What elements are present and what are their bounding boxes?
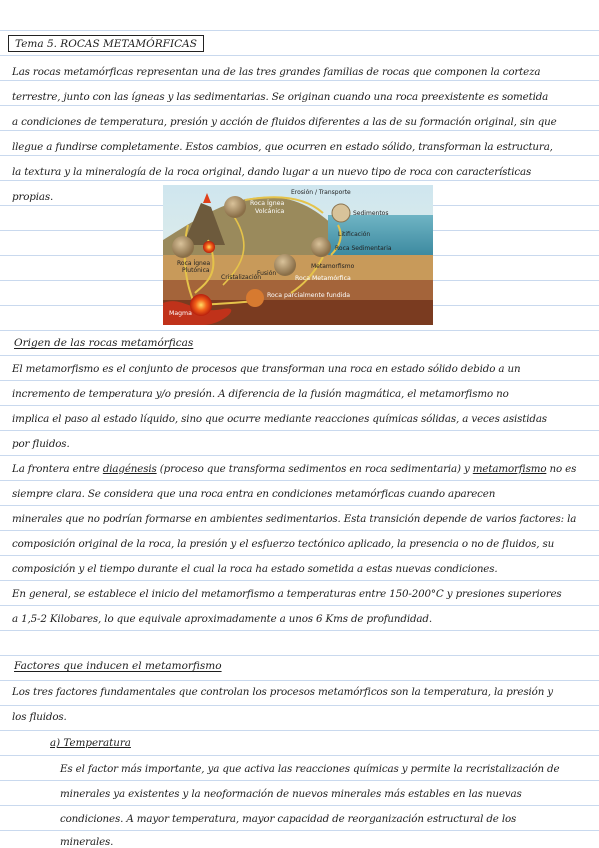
text-line: Los tres factores fundamentales que controlan los procesos metamórficos son la temperatura, la presión y	[12, 686, 553, 698]
label-plutonic: Plutónica	[182, 267, 210, 274]
section-heading-origen: Origen de las rocas metamórficas	[14, 337, 194, 349]
text-line: a condiciones de temperatura, presión y acción de fluidos diferentes a las de su formación original, sin que	[12, 116, 557, 128]
label-partially-melted: Roca parcialmente fundida	[267, 292, 351, 299]
term-diagenesis: diagénesis	[102, 463, 157, 475]
label-igneous-plutonic: Roca Ígnea	[177, 260, 211, 267]
lava-glow	[203, 241, 215, 253]
page-title: Tema 5. ROCAS METAMÓRFICAS	[8, 35, 204, 52]
label-erosion: Erosión / Transporte	[291, 189, 351, 196]
term-metamorfismo: metamorfismo	[472, 463, 547, 475]
text-line: minerales.	[60, 836, 114, 848]
metamorphic-rock	[274, 254, 296, 276]
text-line: composición y el tiempo durante el cual la roca ha estado sometida a estas nuevas condiciones.	[12, 563, 498, 575]
text-line: minerales ya existentes y la neoformación de nuevos minerales más estables en las nuevas	[60, 788, 522, 800]
text-line: minerales que no podrían formarse en ambientes sedimentarios. Esta transición depende de varios factores: la	[12, 513, 577, 525]
text-line: la textura y la mineralogía de la roca original, dando lugar a un nuevo tipo de roca con características	[12, 166, 532, 178]
text-line: incremento de temperatura y/o presión. A diferencia de la fusión magmática, el metamorfismo no	[12, 388, 509, 400]
subheading-temperatura: a) Temperatura	[50, 737, 131, 749]
text-line: composición original de la roca, la presión y el esfuerzo tectónico aplicado, la presencia o no de fluidos, su	[12, 538, 555, 550]
text-line: siempre clara. Se considera que una roca entra en condiciones metamórficas cuando aparecen	[12, 488, 496, 500]
text-line: En general, se establece el inicio del metamorfismo a temperaturas entre 150-200°C y presiones superiores	[12, 588, 562, 600]
rock-cycle-diagram	[163, 185, 433, 325]
text-line: terrestre, junto con las ígneas y las sedimentarias. Se originan cuando una roca preexistente es sometida	[12, 91, 549, 103]
label-metamorphic-rock: Roca Metamórfica	[295, 275, 351, 282]
text-line: a 1,5-2 Kilobares, lo que equivale aproximadamente a unos 6 Kms de profundidad.	[12, 613, 432, 625]
text-line: Es el factor más importante, ya que activa las reacciones químicas y permite la recristalización de	[60, 763, 560, 775]
text-run: no es	[546, 463, 577, 475]
text-line: por fluidos.	[12, 438, 70, 450]
text-line	[12, 463, 576, 475]
label-sedimentary-rock: Roca Sedimentaria	[335, 245, 392, 252]
text-line: los fluidos.	[12, 711, 67, 723]
label-sediments: Sedimentos	[353, 210, 389, 217]
text-run: La frontera entre	[12, 463, 103, 475]
label-magma: Magma	[169, 310, 192, 317]
label-fusion: Fusión	[257, 270, 277, 277]
label-lithification: Litificación	[338, 231, 371, 238]
text-run: (proceso que transforma sedimentos en roca sedimentaria) y	[156, 463, 473, 475]
igneous-plutonic-rock	[172, 236, 194, 258]
text-line: condiciones. A mayor temperatura, mayor capacidad de reorganización estructural de los	[60, 813, 517, 825]
sedimentary-rock	[311, 237, 331, 257]
sediments-sample	[332, 204, 350, 222]
label-metamorphism: Metamorfismo	[311, 263, 355, 270]
text-line: El metamorfismo es el conjunto de procesos que transforman una roca en estado sólido debido a un	[12, 363, 521, 375]
section-heading-factores: Factores que inducen el metamorfismo	[14, 660, 222, 672]
label-igneous-volcanic: Roca Ígnea	[250, 200, 285, 207]
text-line: propias.	[12, 191, 54, 203]
label-crystallization: Cristalización	[221, 274, 262, 281]
magma	[190, 294, 212, 316]
label-volcanic: Volcánica	[255, 208, 285, 215]
igneous-volcanic-rock	[224, 196, 246, 218]
text-line: llegue a fundirse completamente. Estos cambios, que ocurren en estado sólido, transforman la estructura,	[12, 141, 553, 153]
text-line: implica el paso al estado líquido, sino que ocurre mediante reacciones químicas sólidas, a veces asistidas	[12, 413, 547, 425]
partially-melted-rock	[246, 289, 264, 307]
text-line: Las rocas metamórficas representan una de las tres grandes familias de rocas que componen la corteza	[12, 66, 541, 78]
